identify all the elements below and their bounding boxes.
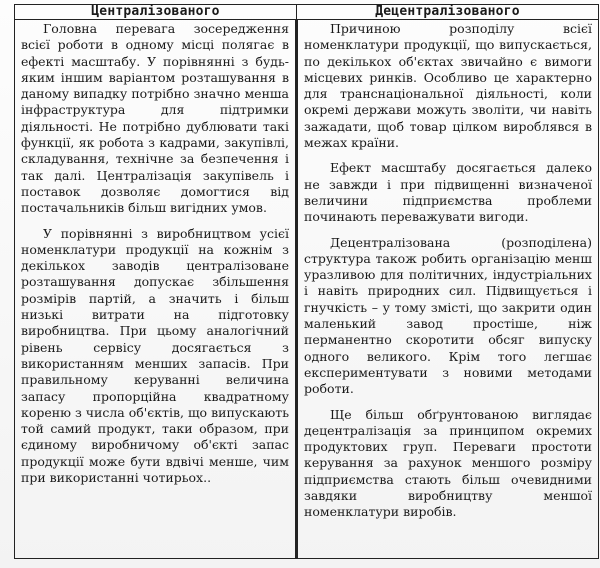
- body-row: [15, 20, 599, 559]
- comparison-table: [14, 4, 599, 559]
- decentralized-column: [297, 20, 599, 559]
- centralized-paragraph-1: Головна перевага зосередження всієї роботи в одному місці полягає в ефекті масштабу. У порівнянні з будь-яким іншим варіантом розташування в даному випадку потрібно значно менша інфраструктура для підтримки діяльності. Не потрібно дублювати такі функції, як робота з кадрами, закупівлі, складування, технічне за безпечення і так далі. Централізація закупівель і поставок дозволяє домогтися від постачальників більш вигідних умов.: [21, 21, 289, 216]
- centralized-column: [15, 20, 297, 559]
- decentralized-paragraph-2: Ефект масштабу досягається далеко не завжди і при підвищенні визначеної величини підприємства проблеми починають переважувати вигоди.: [304, 160, 592, 225]
- header-decentralized: Децентралізованого: [297, 5, 599, 20]
- decentralized-paragraph-4: Ще більш обґрунтованою виглядає децентралізація за принципом окремих продуктових груп. Переваги простоти керування за рахунок меншого розміру підприємства стають більш очевидними завдяки виробництву меншої номенклатури виробів.: [304, 406, 592, 520]
- decentralized-paragraph-1: Причиною розподілу всієї номенклатури продукції, що випускається, по декількох об'єктах звичайно є вимоги місцевих ринків. Особливо це характерно для транснаціональної діяльності, коли окремі держави можуть зволіти, чи навіть зажадати, щоб товар цілком вироблявся в межах країни.: [304, 21, 592, 151]
- decentralized-paragraph-3: Децентралізована (розподілена) структура також робить організацію менш уразливою для політичних, індустріальних і навіть природних сил. Підвищується і гнучкість – у тому змісті, що закрити один маленький завод простіше, ніж перманентно скоротити обсяг випуску одного великого. Крім того легшає експериментувати з новими методами роботи.: [304, 234, 592, 397]
- header-row: [15, 5, 599, 20]
- header-centralized: Централізованого: [15, 5, 297, 20]
- centralized-paragraph-2: У порівнянні з виробництвом усієї номенклатури продукції на кожнім з декількох заводів централізоване розташування допускає збільшення розмірів партій, а значить і більш низькі витрати на підготовку виробництва. При цьому аналогічний рівень сервісу досягається з використанням менших запасів. При правильному керуванні величина запасу пропорційна квадратному кореню з числа об'єктів, що випускають той самий продукт, таки образом, при єдиному виробничому об'єкті запас продукції може бути вдвічі менше, чим при використанні чотирьох..: [21, 225, 289, 486]
